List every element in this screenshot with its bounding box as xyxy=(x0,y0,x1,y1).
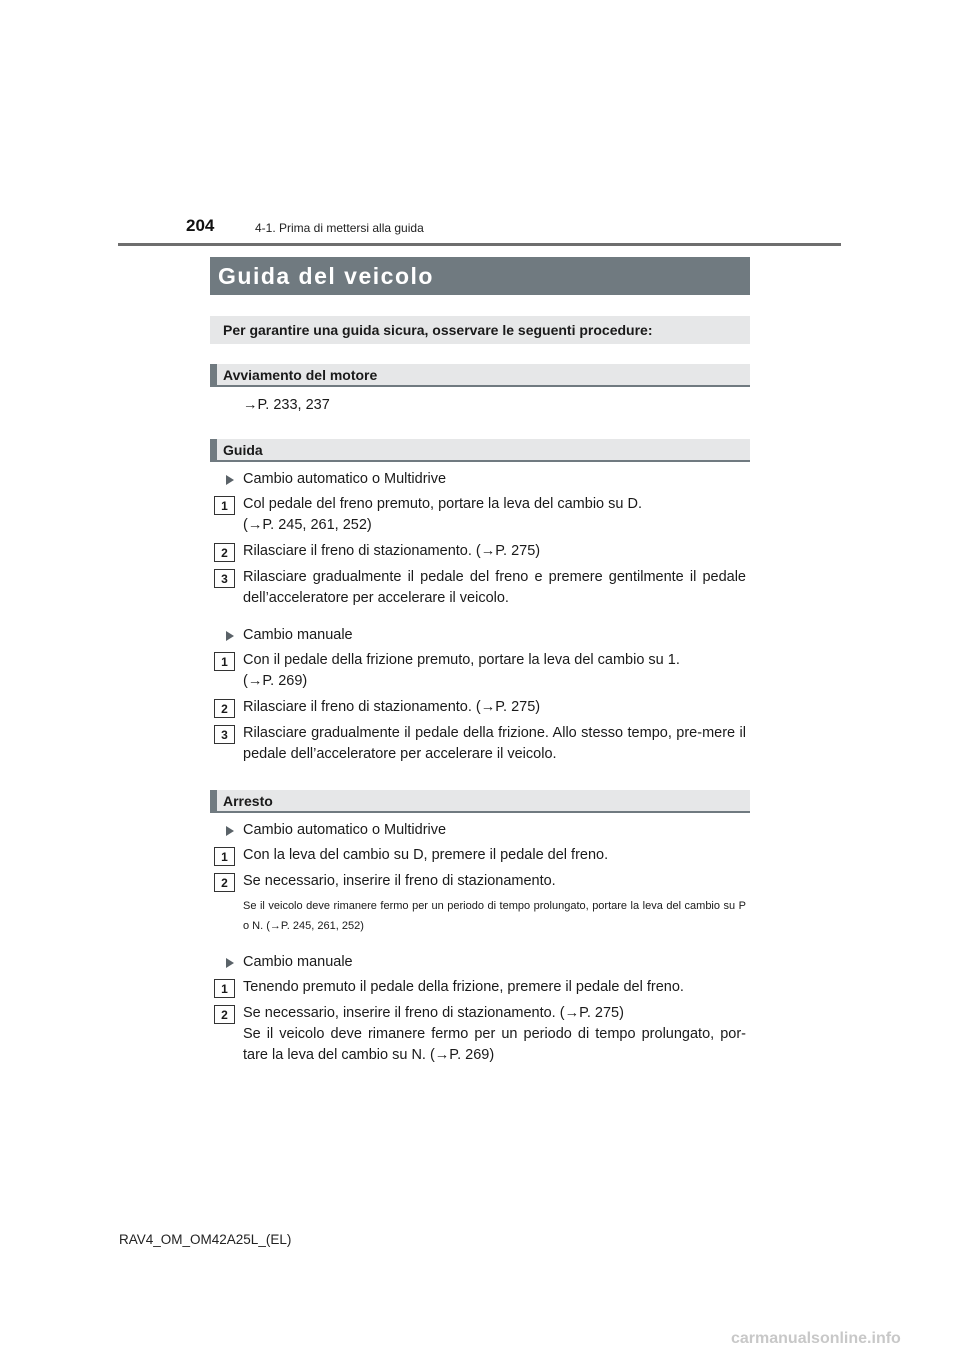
step-number-badge: 1 xyxy=(214,847,235,866)
intro-bar xyxy=(210,316,750,344)
page-title: Guida del veicolo xyxy=(218,262,434,289)
triangle-bullet-icon xyxy=(226,826,234,836)
drive-manual-step1: Con il pedale della frizione premuto, portare la leva del cambio su 1. xyxy=(243,652,680,668)
document-code: RAV4_OM_OM42A25L_(EL) xyxy=(119,1232,292,1247)
step-number-badge: 2 xyxy=(214,873,235,892)
intro-text: Per garantire una guida sicura, osservare le seguenti procedure: xyxy=(223,322,653,338)
stop-manual-step2-note: Se il veicolo deve rimanere fermo per un periodo di tempo prolungato, por-tare la leva del cambio su N. (→P. 269) xyxy=(243,1026,746,1063)
drive-manual-step1-ref[interactable]: (→P. 269) xyxy=(243,673,308,689)
triangle-bullet-icon xyxy=(226,475,234,485)
step-number-badge: 3 xyxy=(214,569,235,588)
step-number-badge: 3 xyxy=(214,725,235,744)
drive-auto-step3: Rilasciare gradualmente il pedale del freno e premere gentilmente il pedale dell’acceleratore per accelerare il veicolo. xyxy=(243,569,746,606)
step-number-badge: 2 xyxy=(214,543,235,562)
chapter-label: 4-1. Prima di mettersi alla guida xyxy=(255,221,424,235)
drive-auto-step1: Col pedale del freno premuto, portare la leva del cambio su D. xyxy=(243,496,642,512)
step-number-badge: 1 xyxy=(214,496,235,515)
start-reference-link[interactable]: →P. 233, 237 xyxy=(243,397,330,413)
drive-auto-step1-ref[interactable]: (→P. 245, 261, 252) xyxy=(243,517,372,533)
section-heading-stop-label: Arresto xyxy=(223,792,273,809)
section-heading-start xyxy=(210,364,750,387)
step-number-badge: 1 xyxy=(214,979,235,998)
section-heading-start-label: Avviamento del motore xyxy=(223,366,378,383)
page-title-bar xyxy=(210,257,750,295)
triangle-bullet-icon xyxy=(226,631,234,641)
step-number-badge: 1 xyxy=(214,652,235,671)
watermark: carmanualsonline.info xyxy=(731,1330,901,1347)
drive-auto-step2: Rilasciare il freno di stazionamento. (→P. 275) xyxy=(243,543,541,559)
drive-auto-label: Cambio automatico o Multidrive xyxy=(243,471,447,487)
stop-auto-step1: Con la leva del cambio su D, premere il pedale del freno. xyxy=(243,847,609,863)
section-heading-drive xyxy=(210,439,750,462)
page-number: 204 xyxy=(186,216,215,235)
stop-manual-step2: Se necessario, inserire il freno di stazionamento. (→P. 275) xyxy=(243,1005,624,1021)
header-divider xyxy=(118,243,841,246)
drive-manual-step2: Rilasciare il freno di stazionamento. (→P. 275) xyxy=(243,699,541,715)
stop-auto-step2: Se necessario, inserire il freno di stazionamento. xyxy=(243,873,556,889)
step-number-badge: 2 xyxy=(214,699,235,718)
triangle-bullet-icon xyxy=(226,958,234,968)
section-heading-drive-label: Guida xyxy=(223,441,263,458)
drive-manual-label: Cambio manuale xyxy=(243,627,353,643)
stop-manual-label: Cambio manuale xyxy=(243,954,353,970)
section-heading-stop xyxy=(210,790,750,813)
drive-manual-step3: Rilasciare gradualmente il pedale della frizione. Allo stesso tempo, pre-mere il pedale dell’acceleratore per accelerare il veicolo. xyxy=(243,725,746,762)
step-number-badge: 2 xyxy=(214,1005,235,1024)
stop-auto-note: Se il veicolo deve rimanere fermo per un periodo di tempo prolungato, portare la leva del cambio su P o N. (→P. 245, 261, 252) xyxy=(243,900,746,932)
stop-manual-step1: Tenendo premuto il pedale della frizione, premere il pedale del freno. xyxy=(243,979,684,995)
stop-auto-label: Cambio automatico o Multidrive xyxy=(243,822,447,838)
